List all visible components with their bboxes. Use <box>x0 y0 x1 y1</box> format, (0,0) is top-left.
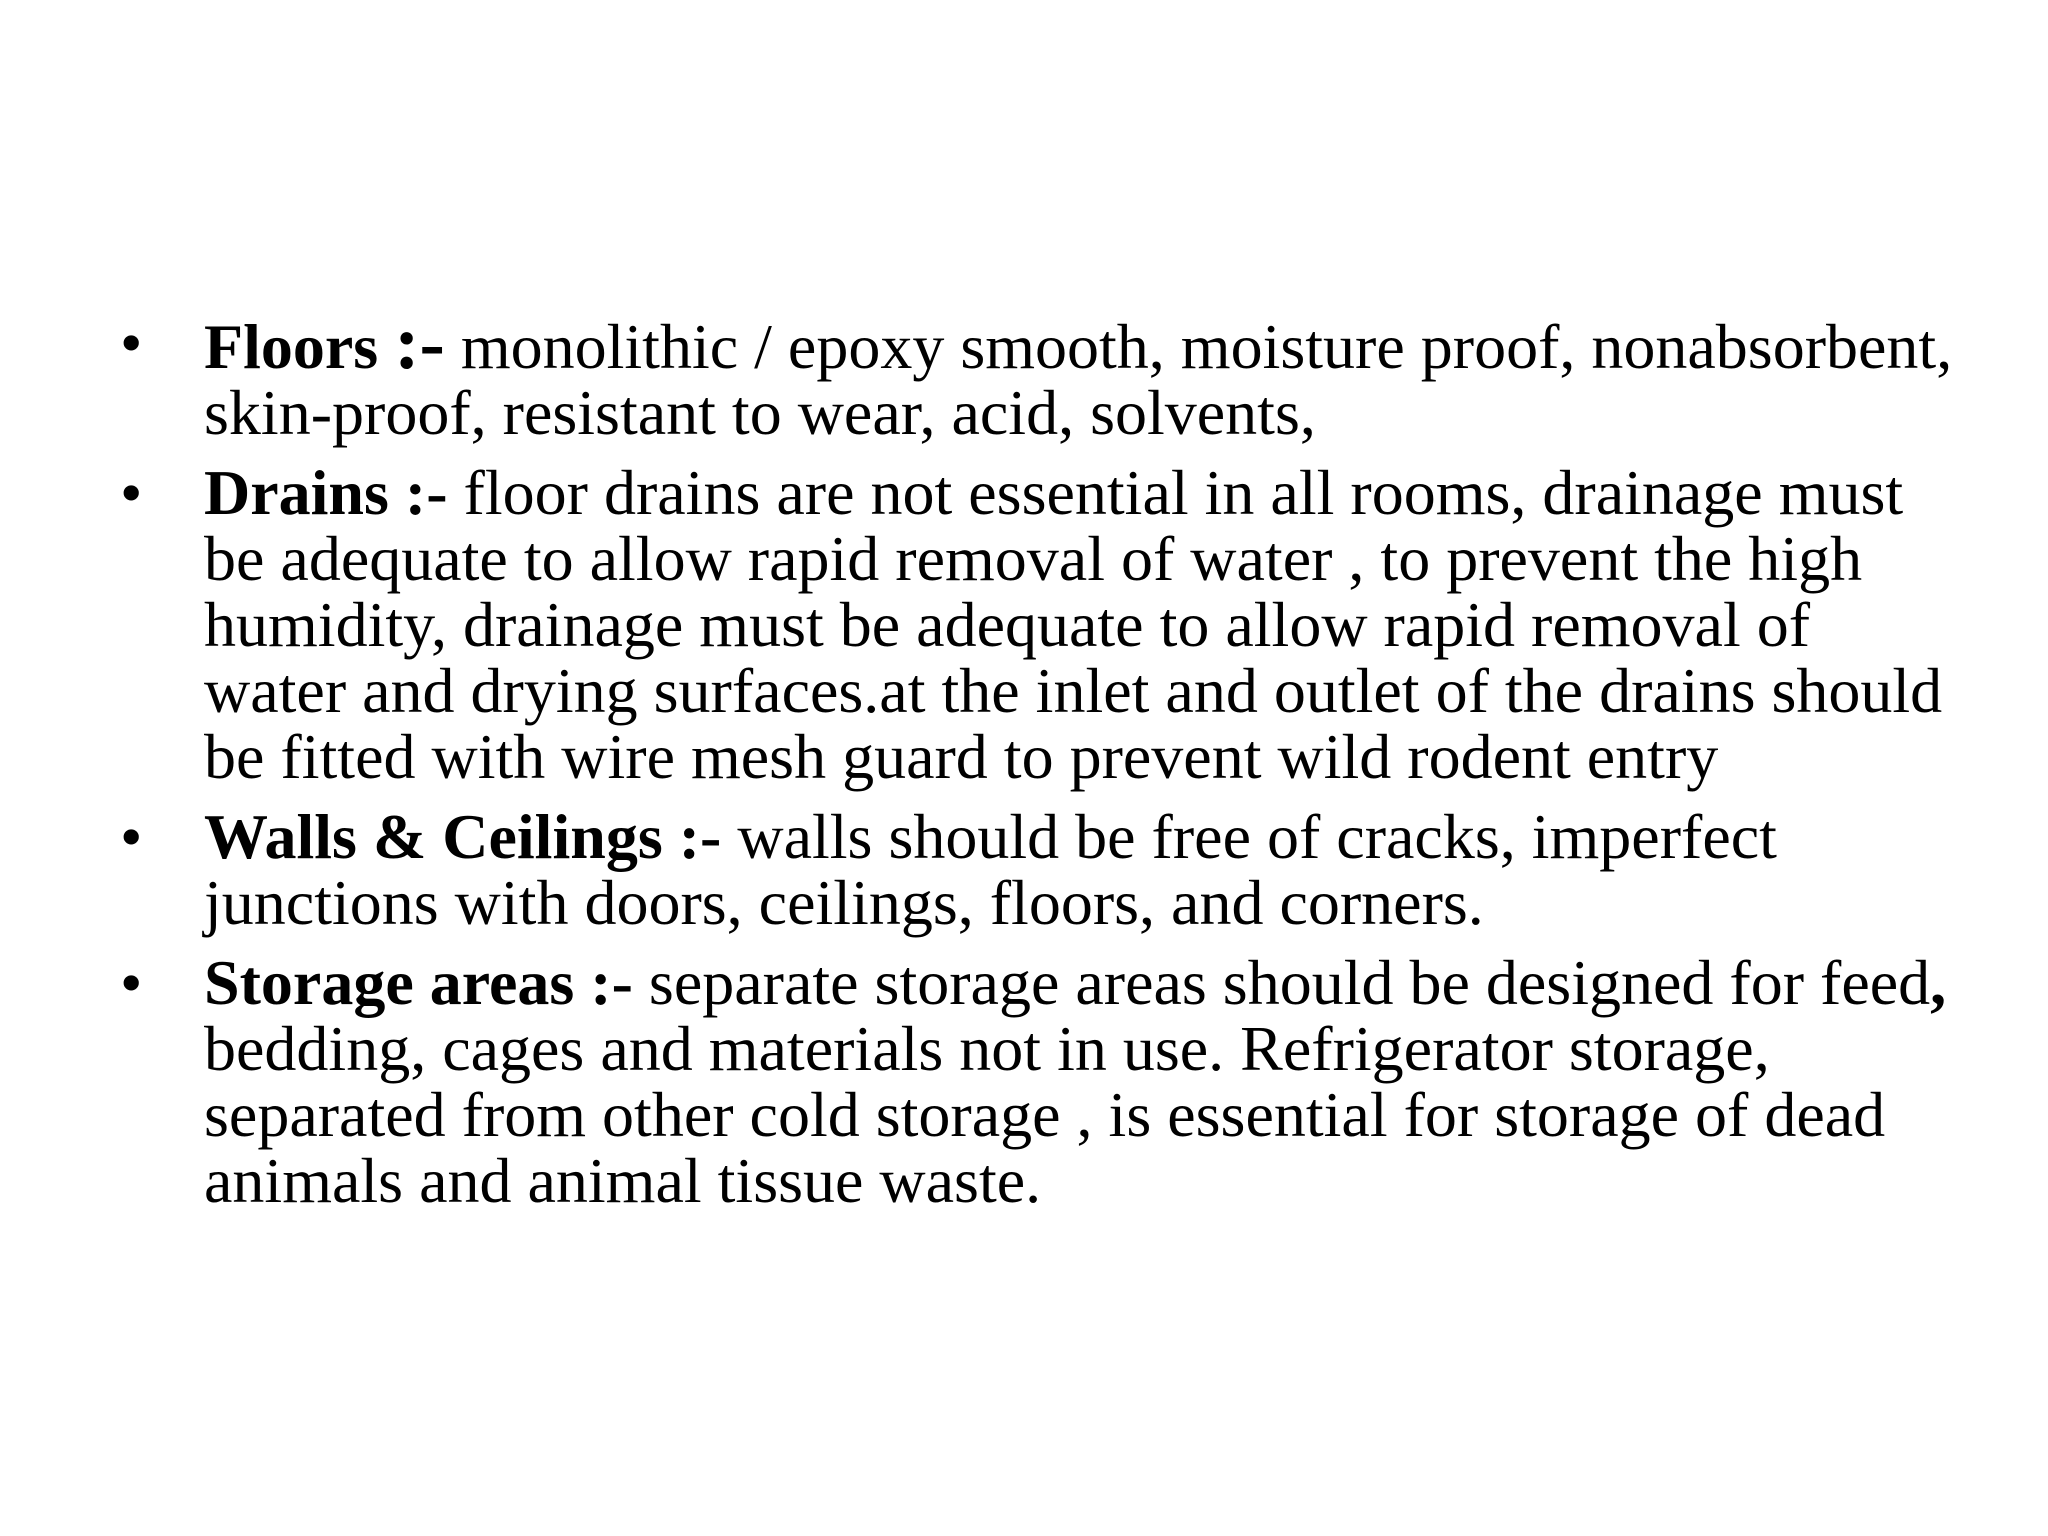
term-drains: Drains <box>204 457 389 528</box>
item-text: walls should be free of cracks, imperfect junctions with doors, ceilings, floors, and corners. <box>204 801 1777 938</box>
term-separator: :- <box>590 947 633 1018</box>
item-text: floor drains are not essential in all rooms, drainage must be adequate to allow rapid removal of water , to prevent the high humidity, drainage must be adequate to allow rapid removal of water and drying surfaces.at the inlet and outlet of the drains should be fitted with wire mesh guard to prevent wild rodent entry <box>204 457 1943 792</box>
term-walls-ceilings: Walls & Ceilings <box>204 801 663 872</box>
item-text-part-a: separate storage areas should be designed for feed <box>648 947 1931 1018</box>
item-text-part-b: bedding, cages and materials not in use. Refrigerator storage, separated from other cold storage , is essential for storage of dead animals and animal tissue waste. <box>204 1013 1886 1216</box>
term-separator: :- <box>678 801 722 872</box>
list-item-drains <box>120 457 1960 792</box>
term-separator: :- <box>394 301 445 385</box>
list-item-storage-areas <box>120 947 1960 1216</box>
item-text-bold-comma: , <box>1930 947 1947 1018</box>
bullet-icon: • <box>120 457 143 528</box>
term-storage-areas: Storage areas <box>204 947 575 1018</box>
bullet-list <box>120 301 1960 1228</box>
term-floors: Floors <box>204 311 379 382</box>
bullet-icon: • <box>120 801 143 872</box>
term-separator: :- <box>404 457 448 528</box>
item-text: monolithic / epoxy smooth, moisture proof, nonabsorbent, skin-proof, resistant to wear, acid, solvents, <box>204 311 1953 448</box>
bullet-icon: • <box>120 307 143 378</box>
bullet-icon: • <box>120 947 143 1018</box>
list-item-walls-ceilings <box>120 801 1960 938</box>
list-item-floors <box>120 301 1960 448</box>
